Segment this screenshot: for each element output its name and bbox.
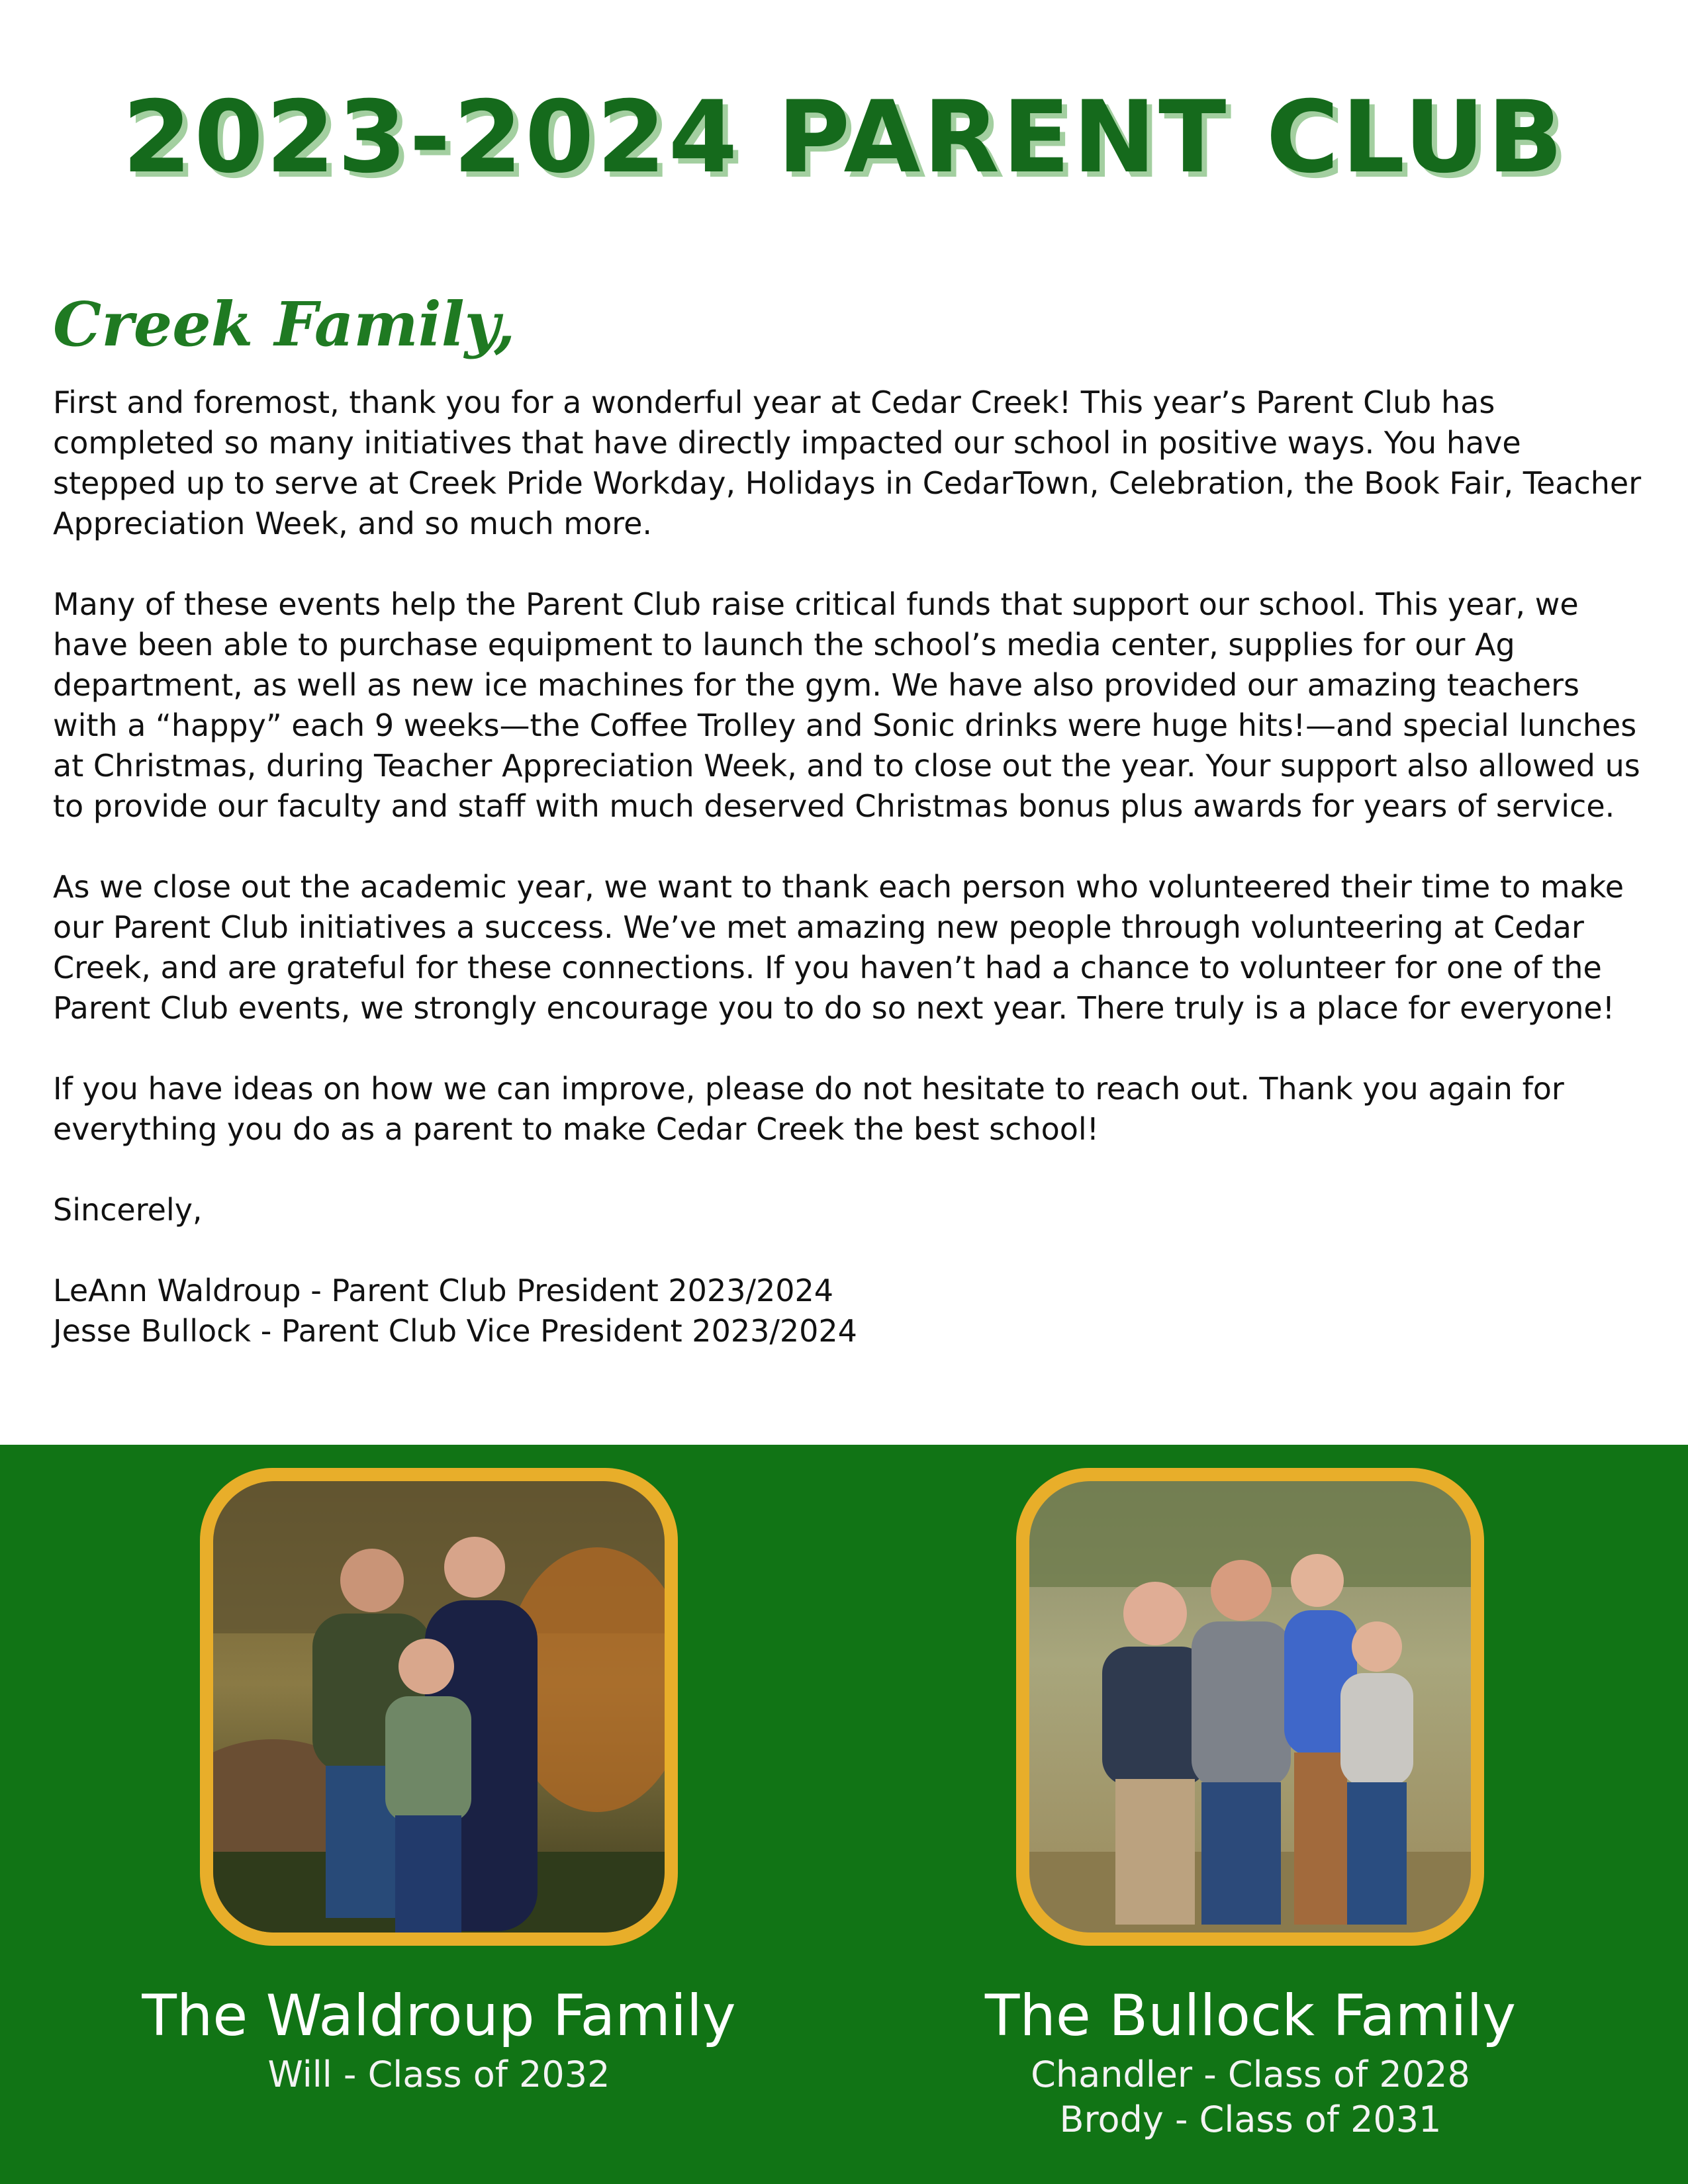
bullock-family-name: The Bullock Family	[984, 1983, 1517, 2049]
waldroup-family-name: The Waldroup Family	[142, 1983, 736, 2049]
signature-vice-president: Jesse Bullock - Parent Club Vice President 2023/2024	[53, 1313, 857, 1349]
bullock-family-photo	[1029, 1481, 1471, 1933]
waldroup-photo-frame	[200, 1468, 678, 1946]
letter-paragraph: As we close out the academic year, we want to thank each person who volunteered their time to make our Parent Club initiatives a success. We’ve met amazing new people through volunteering at Cedar Creek, and are grateful for these connections. If you haven’t had a chance to volunteer for one of the Parent Club events, we strongly encourage you to do so next year. There truly is a place for everyone!	[53, 869, 1624, 1026]
letter-paragraph: First and foremost, thank you for a wonderful year at Cedar Creek! This year’s Parent Club has completed so many initiatives that have directly impacted our school in positive ways. You have stepped up to serve at Creek Pride Workday, Holidays in CedarTown, Celebration, the Book Fair, Teacher Appreciation Week, and so much more.	[53, 385, 1642, 541]
bullock-member: Brody - Class of 2031	[1059, 2099, 1442, 2140]
signature-president: LeAnn Waldroup - Parent Club President 2023/2024	[53, 1273, 834, 1308]
letter-paragraph: If you have ideas on how we can improve, please do not hesitate to reach out. Thank you again for everything you do as a parent to make Cedar Creek the best school!	[53, 1071, 1564, 1147]
letter-body	[53, 383, 1648, 1351]
letter-greeting: Creek Family,	[53, 289, 516, 360]
bullock-photo-frame	[1016, 1468, 1484, 1946]
bullock-member: Chandler - Class of 2028	[1031, 2054, 1470, 2095]
waldroup-family-photo	[213, 1481, 665, 1933]
page-title: 2023-2024 PARENT CLUB	[122, 80, 1566, 195]
letter-paragraph: Many of these events help the Parent Club raise critical funds that support our school. This year, we have been able to purchase equipment to launch the school’s media center, supplies for our Ag department, as well as new ice machines for the gym. We have also provided our amazing teachers with a “happy” each 9 weeks—the Coffee Trolley and Sonic drinks were huge hits!—and special lunches at Christmas, during Teacher Appreciation Week, and to close out the year. Your support also allowed us to provide our faculty and staff with much deserved Christmas bonus plus awards for years of service.	[53, 586, 1640, 824]
letter-closing: Sincerely,	[53, 1192, 203, 1228]
waldroup-member: Will - Class of 2032	[267, 2054, 610, 2095]
families-section	[0, 1445, 1688, 2184]
